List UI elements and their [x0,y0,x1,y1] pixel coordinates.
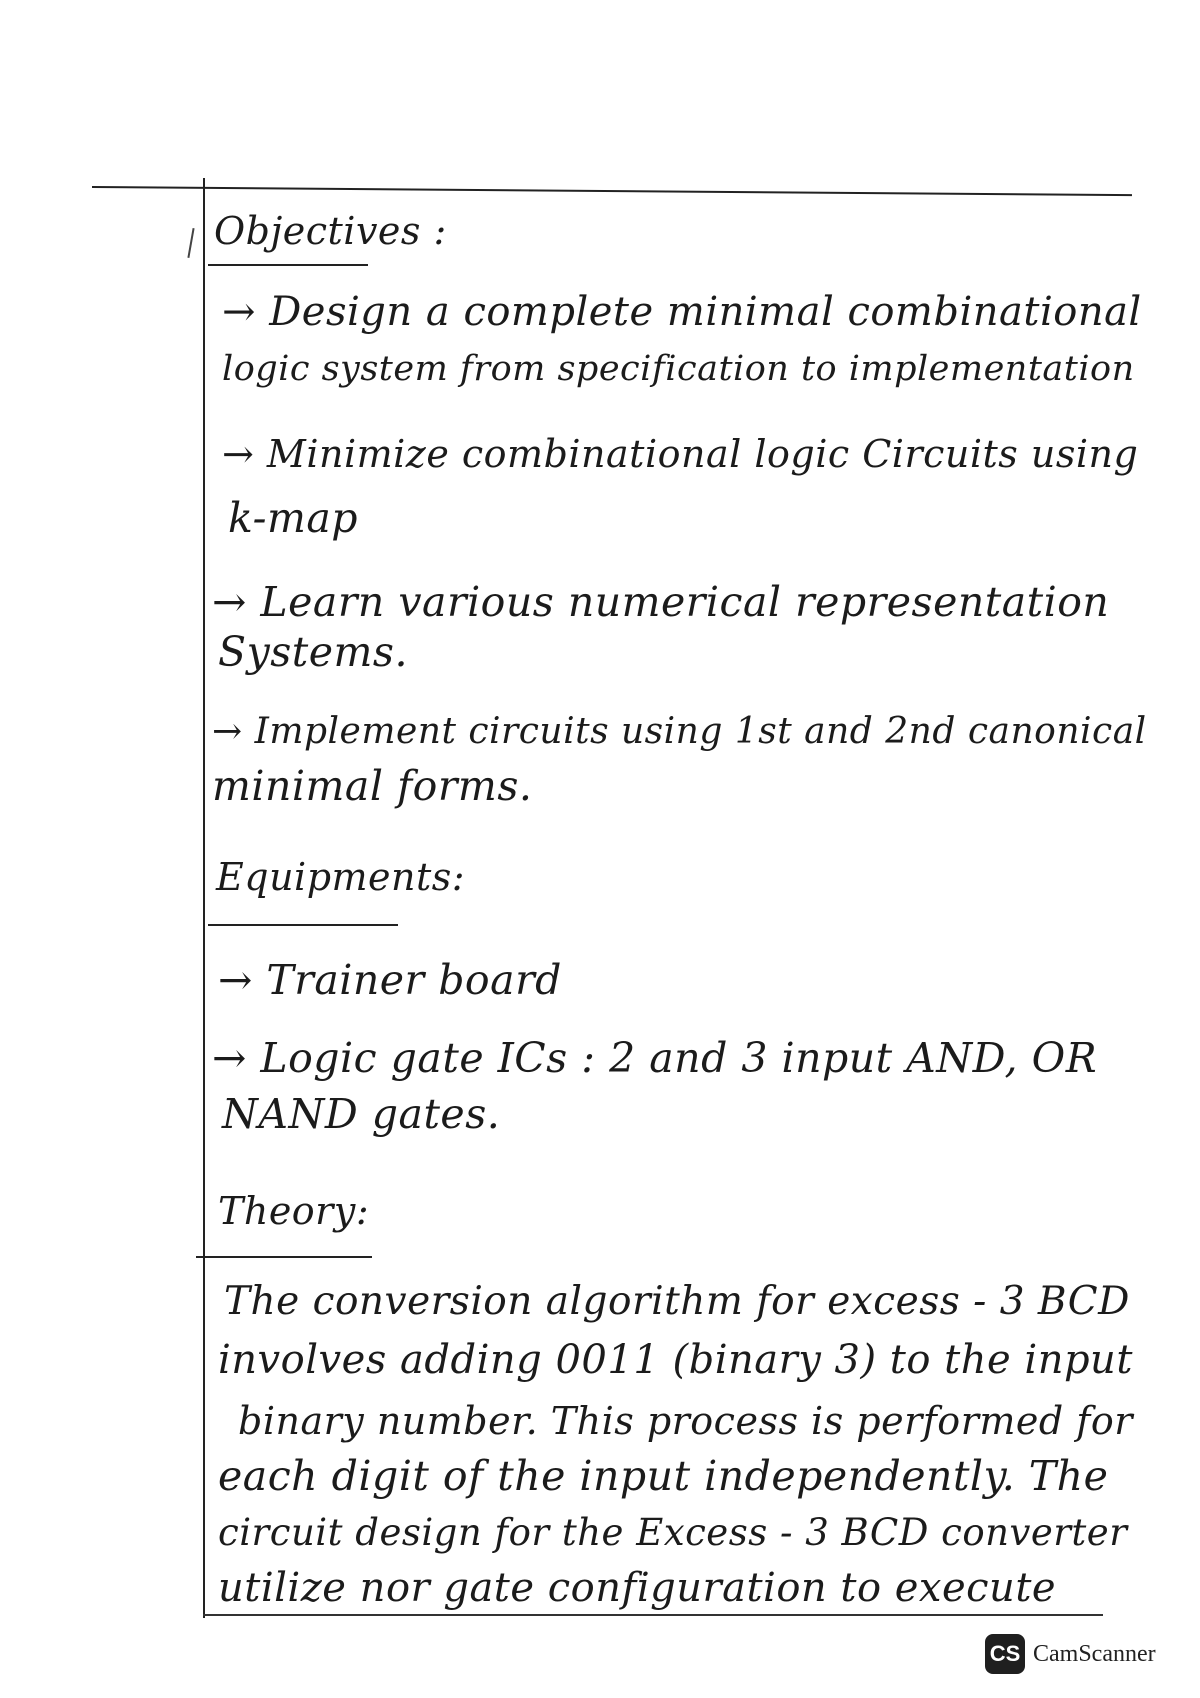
objectives-line: Systems. [218,628,408,676]
theory-line: binary number. This process is performed for [238,1399,1133,1443]
equipments-line: → Logic gate ICs : 2 and 3 input AND, OR [212,1034,1098,1082]
objectives-line: logic system from specification to implementation [222,349,1135,389]
margin-tick-mark [187,228,194,258]
camscanner-logo-icon: CS [985,1634,1025,1674]
bottom-ruled-line [203,1614,1103,1616]
equipments-line: NAND gates. [222,1090,501,1138]
theory-line: each digit of the input independently. The [218,1452,1109,1500]
objectives-line: → Implement circuits using 1st and 2nd canonical [212,711,1147,752]
margin-line [203,178,205,1618]
objectives-heading-underline [208,264,368,266]
theory-line: circuit design for the Excess - 3 BCD converter [218,1511,1128,1554]
top-ruled-line [92,186,1132,196]
theory-line: utilize nor gate configuration to execute [218,1565,1057,1611]
theory-heading: Theory: [218,1189,370,1233]
objectives-line: → Learn various numerical representation [212,578,1110,626]
camscanner-label: CamScanner [1033,1640,1156,1667]
objectives-line: → Design a complete minimal combinational [222,289,1142,335]
camscanner-watermark [985,1634,1156,1674]
equipments-heading: Equipments: [216,855,466,899]
objectives-line: → Minimize combinational logic Circuits using [222,432,1139,476]
equipments-heading-underline [208,924,398,926]
objectives-line: k-map [228,494,359,542]
objectives-heading: Objectives : [214,209,447,253]
theory-line: involves adding 0011 (binary 3) to the input [218,1337,1133,1383]
equipments-line: → Trainer board [218,956,562,1004]
objectives-line: minimal forms. [212,762,533,810]
theory-heading-underline [196,1256,372,1258]
theory-line: The conversion algorithm for excess - 3 BCD [224,1279,1130,1324]
